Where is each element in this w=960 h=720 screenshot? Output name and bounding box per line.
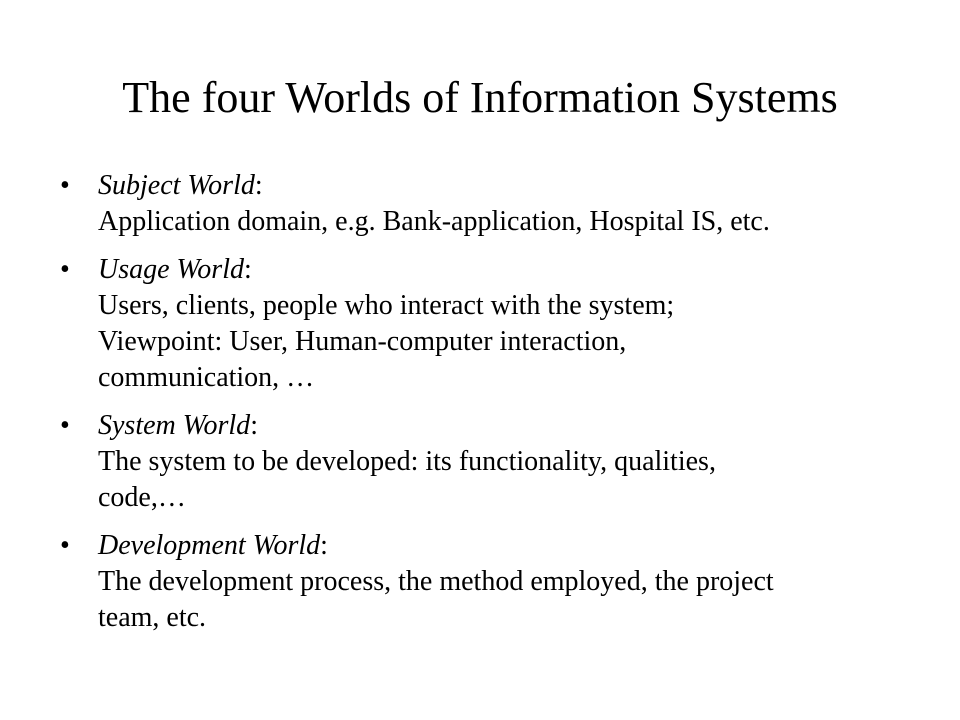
bullet-icon: • — [60, 170, 70, 201]
bullet-icon: • — [60, 410, 70, 441]
bullet-item-system-world — [60, 408, 910, 516]
bullet-term: Development World — [98, 530, 321, 561]
bullet-term: Usage World — [98, 254, 244, 285]
bullet-item-development-world — [60, 528, 910, 636]
bullet-list — [60, 168, 910, 636]
bullet-description-line: team, etc. — [98, 602, 207, 633]
bullet-term-separator: : — [250, 410, 258, 441]
bullet-item-subject-world — [60, 168, 910, 240]
bullet-description-line: Viewpoint: User, Human-computer interaction, — [98, 326, 627, 357]
bullet-description-line: Application domain, e.g. Bank-application, Hospital IS, etc. — [98, 206, 770, 237]
bullet-term: Subject World — [98, 170, 255, 201]
bullet-description-line: The development process, the method employed, the project — [98, 566, 774, 597]
bullet-description-line: code,… — [98, 482, 186, 513]
bullet-term: System World — [98, 410, 251, 441]
bullet-icon: • — [60, 530, 70, 561]
bullet-heading — [98, 408, 910, 444]
bullet-description-line: The system to be developed: its functionality, qualities, — [98, 446, 716, 477]
bullet-description-line: communication, … — [98, 362, 315, 393]
bullet-icon: • — [60, 254, 70, 285]
slide-title: The four Worlds of Information Systems — [122, 73, 838, 122]
bullet-heading — [98, 168, 910, 204]
bullet-heading — [98, 252, 910, 288]
bullet-term-separator: : — [243, 254, 252, 285]
bullet-term-separator: : — [254, 170, 263, 201]
bullet-heading — [98, 528, 910, 564]
bullet-description-line: Users, clients, people who interact with the system; — [98, 290, 675, 321]
bullet-item-usage-world — [60, 252, 910, 396]
bullet-term-separator: : — [320, 530, 328, 561]
